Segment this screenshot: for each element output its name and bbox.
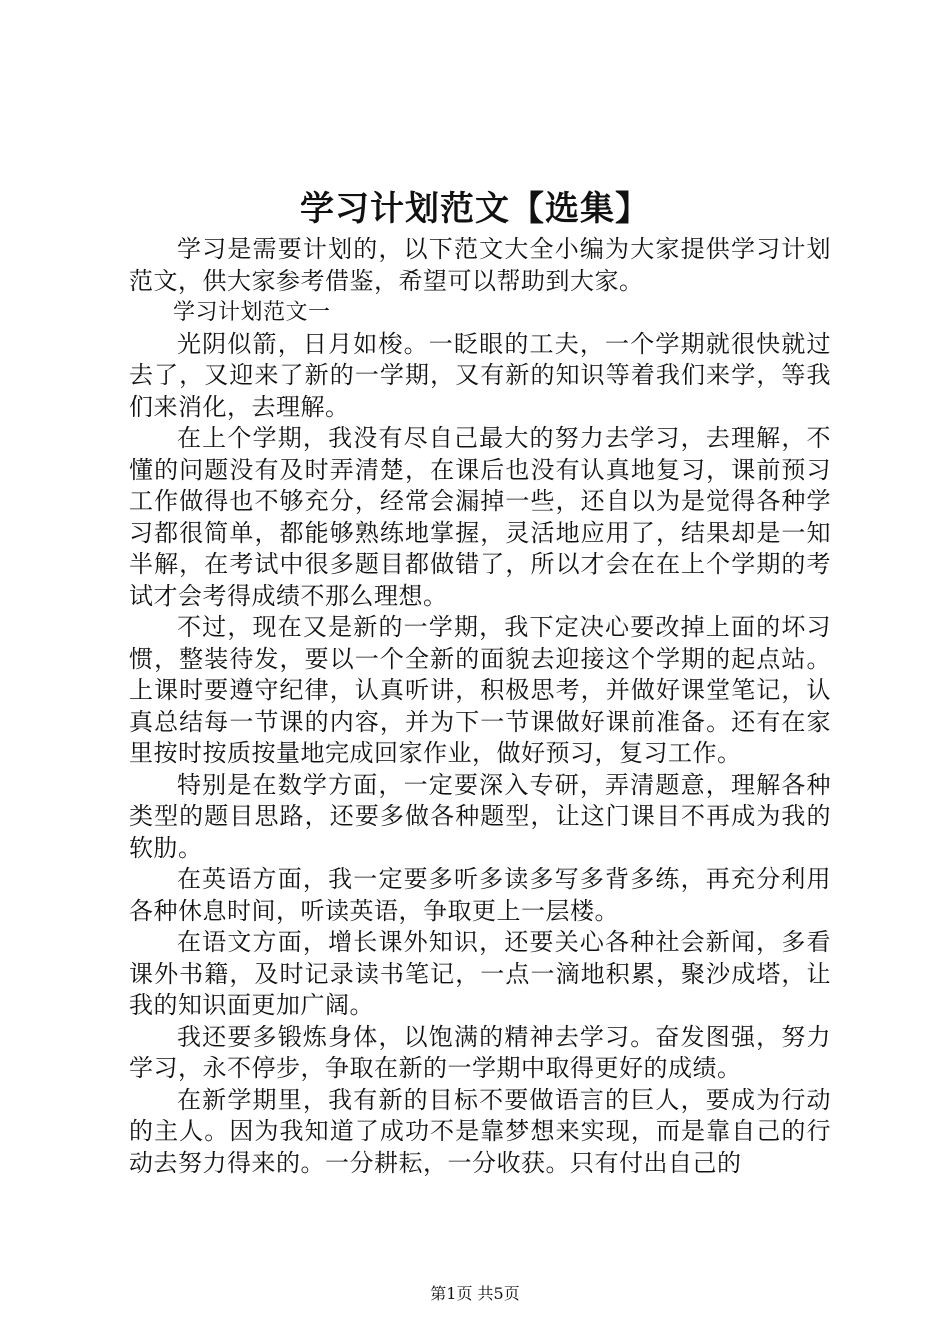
paragraph: 我还要多锻炼身体，以饱满的精神去学习。奋发图强，努力学习，永不停步，争取在新的一学期中取得更好的成绩。 [129,1022,831,1082]
paragraph: 在上个学期，我没有尽自己最大的努力去学习，去理解，不懂的问题没有及时弄清楚，在课后也没有认真地复习，课前预习工作做得也不够充分，经常会漏掉一些，还自以为是觉得各种学习都很简单，都能够熟练地掌握，灵活地应用了，结果却是一知半解，在考试中很多题目都做错了，所以才会在在上个学期的考试才会考得成绩不那么理想。 [129,424,831,610]
paragraph: 在新学期里，我有新的目标不要做语言的巨人，要成为行动的主人。因为我知道了成功不是靠梦想来实现，而是靠自己的行动去努力得来的。一分耕耘，一分收获。只有付出自己的 [129,1085,831,1177]
document-body [129,234,831,1179]
paragraph: 不过，现在又是新的一学期，我下定决心要改掉上面的坏习惯，整装待发，要以一个全新的面貌去迎接这个学期的起点站。上课时要遵守纪律，认真听讲，积极思考，并做好课堂笔记，认真总结每一节课的内容，并为下一节课做好课前准备。还有在家里按时按质按量地完成回家作业，做好预习，复习工作。 [129,613,831,767]
paragraph: 特别是在数学方面，一定要深入专研，弄清题意，理解各种类型的题目思路，还要多做各种题型，让这门课目不再成为我的软肋。 [129,770,831,862]
paragraph: 在语文方面，增长课外知识，还要关心各种社会新闻，多看课外书籍，及时记录读书笔记，一点一滴地积累，聚沙成塔，让我的知识面更加广阔。 [129,928,831,1019]
section-heading: 学习计划范文一 [173,300,331,325]
document-title: 学习计划范文【选集】 [300,189,650,229]
paragraph-intro: 学习是需要计划的，以下范文大全小编为大家提供学习计划范文，供大家参考借鉴，希望可以帮助到大家。 [129,235,831,295]
paragraph: 在英语方面，我一定要多听多读多写多背多练，再充分利用各种休息时间，听读英语，争取更上一层楼。 [129,865,831,925]
page-number-footer: 第1页 共5页 [430,1284,520,1303]
paragraph: 光阴似箭，日月如梭。一眨眼的工夫，一个学期就很快就过去了，又迎来了新的一学期，又有新的知识等着我们来学，等我们来消化，去理解。 [129,329,831,421]
